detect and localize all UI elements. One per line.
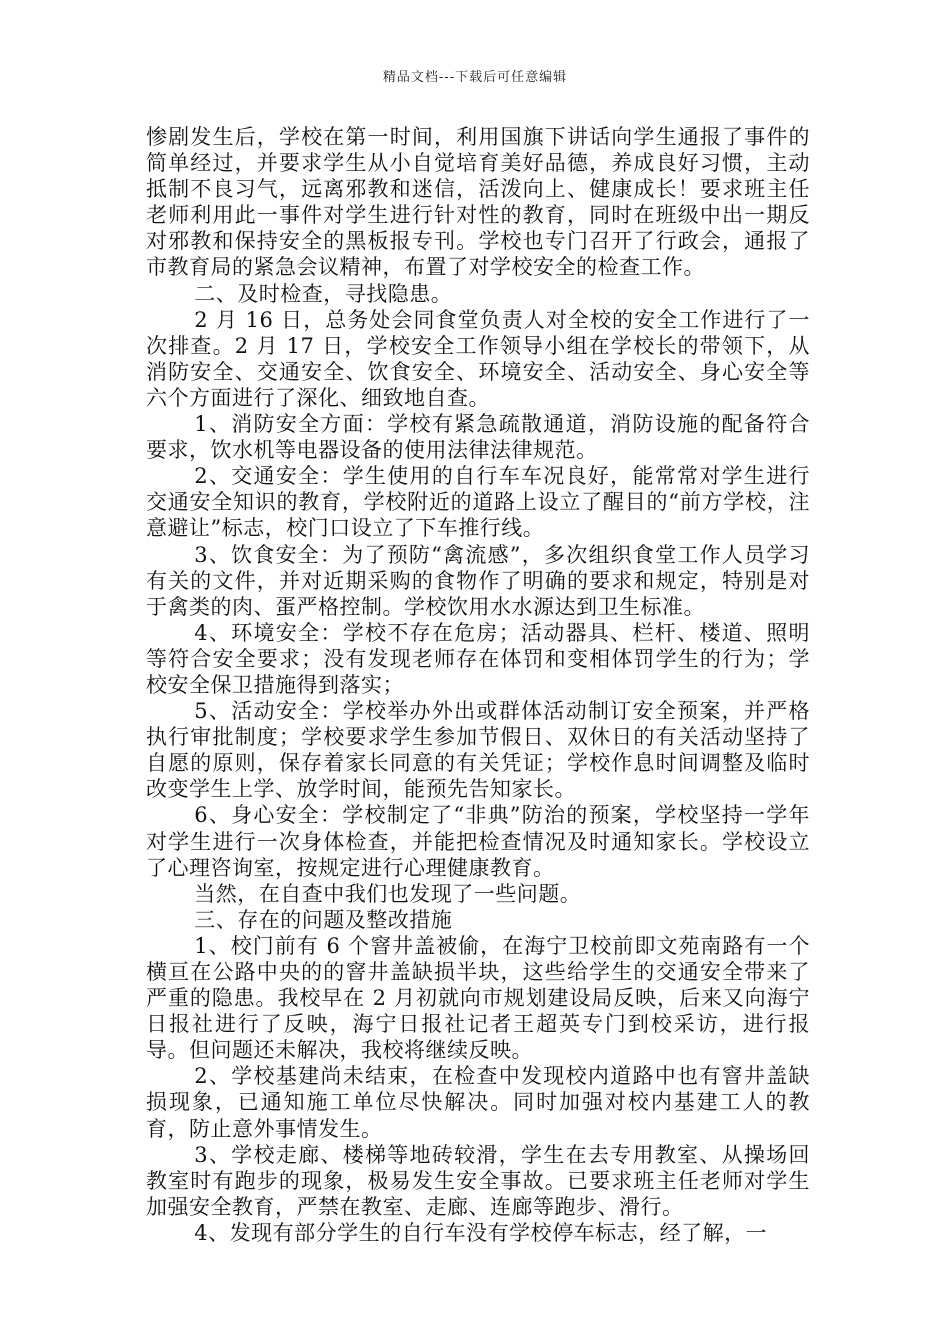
page-header: 精品文档---下载后可任意编辑 [382,70,568,85]
section-heading: 二、及时检查，寻找隐患。 [194,281,453,306]
document-body [146,124,810,1246]
section-heading: 三、存在的问题及整改措施 [194,907,453,932]
list-item: 1、消防安全方面：学校有紧急疏散通道，消防设施的配备符合要求，饮水机等电器设备的使用法律法律规范。 [146,412,810,463]
list-item: 3、学校走廊、楼梯等地砖较滑，学生在去专用教室、从操场回教室时有跑步的现象，极易发生安全事故。已要求班主任老师对学生加强安全教育，严禁在教室、走廊、连廊等跑步、滑行。 [146,1142,810,1219]
list-item: 4、发现有部分学生的自行车没有学校停车标志，经了解，一 [194,1220,768,1245]
list-item: 6、身心安全：学校制定了“非典”防治的预案，学校坚持一学年对学生进行一次身体检查，并能把检查情况及时通知家长。学校设立了心理咨询室，按规定进行心理健康教育。 [146,803,810,880]
list-item: 1、校门前有 6 个窨井盖被偷，在海宁卫校前即文苑南路有一个横亘在公路中央的的窨井盖缺损半块，这些给学生的交通安全带来了严重的隐患。我校早在 2 月初就向市规划建设局反映，后来又向海宁日报社进行了反映，海宁日报社记者王超英专门到校采访，进行报导。但问题还未解决，我校将继续反映。 [146,933,810,1063]
list-item: 4、环境安全：学校不存在危房；活动器具、栏杆、楼道、照明等符合安全要求；没有发现老师存在体罚和变相体罚学生的行为；学校安全保卫措施得到落实； [146,620,810,697]
paragraph: 当然，在自查中我们也发现了一些问题。 [194,881,582,906]
paragraph: 2 月 16 日，总务处会同食堂负责人对全校的安全工作进行了一次排查。2 月 17 日，学校安全工作领导小组在学校长的带领下，从消防安全、交通安全、饮食安全、环境安全、活动安全、身心安全等六个方面进行了深化、细致地自查。 [146,307,810,410]
list-item: 2、学校基建尚未结束，在检查中发现校内道路中也有窨井盖缺损现象，已通知施工单位尽快解决。同时加强对校内基建工人的教育，防止意外事情发生。 [146,1064,810,1141]
list-item: 3、饮食安全：为了预防“禽流感”，多次组织食堂工作人员学习有关的文件，并对近期采购的食物作了明确的要求和规定，特别是对于禽类的肉、蛋严格控制。学校饮用水水源达到卫生标准。 [146,542,810,619]
list-item: 5、活动安全：学校举办外出或群体活动制订安全预案，并严格执行审批制度；学校要求学生参加节假日、双休日的有关活动坚持了自愿的原则，保存着家长同意的有关凭证；学校作息时间调整及临时改变学生上学、放学时间，能预先告知家长。 [146,699,810,802]
list-item: 2、交通安全：学生使用的自行车车况良好，能常常对学生进行交通安全知识的教育，学校附近的道路上设立了醒目的“前方学校，注意避让”标志，校门口设立了下车推行线。 [146,464,810,541]
paragraph: 惨剧发生后，学校在第一时间，利用国旗下讲话向学生通报了事件的简单经过，并要求学生从小自觉培育美好品德，养成良好习惯，主动抵制不良习气，远离邪教和迷信，活泼向上、健康成长！要求班主任老师利用此一事件对学生进行针对性的教育，同时在班级中出一期反对邪教和保持安全的黑板报专刊。学校也专门召开了行政会，通报了市教育局的紧急会议精神，布置了对学校安全的检查工作。 [146,125,810,280]
